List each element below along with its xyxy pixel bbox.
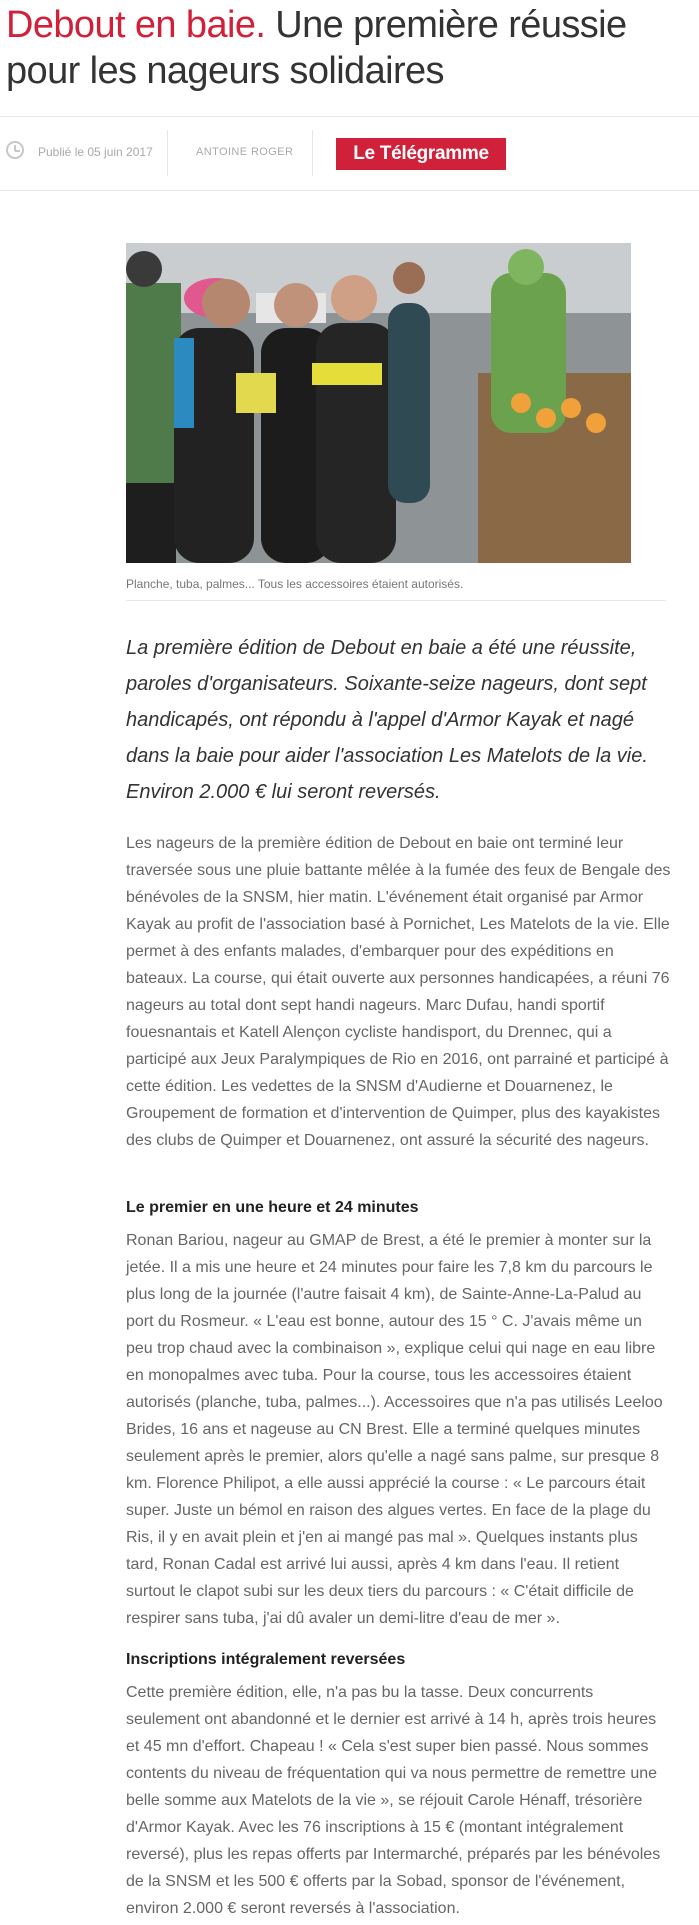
article-title <box>6 2 696 94</box>
paragraph: Ronan Bariou, nageur au GMAP de Brest, a été le premier à monter sur la jetée. Il a mis une heure et 24 minutes pour faire les 7,8 km du parcours le plus long de la journée (l'autre faisait 4 km), de Sainte-Anne-La-Palud au port du Rosmeur. « L'eau est bonne, autour des 15 ° C. J'avais même un peu trop chaud avec la combinaison », explique celui qui nage en eau libre en monopalmes avec tuba. Pour la course, tous les accessoires étaient autorisés (planche, tuba, palmes...). Accessoires que n'a pas utilisés Leeloo Brides, 16 ans et nageuse au CN Brest. Elle a terminé quelques minutes seulement après le premier, alors qu'elle a nagé sans palme, sur presque 8 km. Florence Philipot, a elle aussi apprécié la course : « Le parcours était super. Juste un bémol en raison des algues vertes. En face de la plage du Ris, il y en avait plein et j'en ai mangé pas mal ». Quelques instants plus tard, Ronan Cadal est arrivé lui aussi, après 4 km dans l'eau. Il retient surtout le clapot subi sur les deux tiers du parcours : « C'était difficile de respirer sans tuba, j'ai dû avaler un demi-litre d'eau de mer ». <box>126 1232 663 1627</box>
subheading: Le premier en une heure et 24 minutes <box>126 1199 419 1216</box>
article-photo[interactable] <box>126 243 631 563</box>
title-accent: Debout en baie. <box>6 4 266 46</box>
meta-divider-bottom <box>0 190 699 191</box>
title-rest: Une première réussie pour les nageurs solidaires <box>6 4 627 92</box>
subheading: Inscriptions intégralement reversées <box>126 1651 406 1668</box>
meta-separator <box>167 130 168 176</box>
meta-separator <box>312 130 313 176</box>
article-lead: La première édition de Debout en baie a été une réussite, paroles d'organisateurs. Soixante-seize nageurs, dont sept handicapés, ont répondu à l'appel d'Armor Kayak et nagé dans la baie pour aider l'association Les Matelots de la vie. Environ 2.000 € lui seront reversés. <box>126 637 648 803</box>
author-link[interactable]: ANTOINE ROGER <box>196 146 294 158</box>
paragraph: Cette première édition, elle, n'a pas bu la tasse. Deux concurrents seulement ont abandonné et le dernier est arrivé à 14 h, après trois heures et 45 mn d'effort. Chapeau ! « Cela s'est super bien passé. Nous sommes contents du niveau de fréquentation qui va nous permettre de remettre une belle somme aux Matelots de la vie », se réjouit Carole Hénaff, trésorière d'Armor Kayak. Avec les 76 inscriptions à 15 € (montant intégralement reversé), plus les repas offerts par Intermarché, préparés par les bénévoles de la SNSM et les 500 € offerts par la Sobad, sponsor de l'événement, environ 2.000 € seront reversés à l'association. <box>126 1684 661 1917</box>
caption-divider <box>126 600 666 601</box>
source-logo[interactable]: Le Télégramme <box>336 138 506 170</box>
paragraph: Les nageurs de la première édition de Debout en baie ont terminé leur traversée sous une pluie battante mêlée à la fumée des feux de Bengale des bénévoles de la SNSM, hier matin. L'événement était organisé par Armor Kayak au profit de l'association basé à Pornichet, Les Matelots de la vie. Elle permet à des enfants malades, d'embarquer pour des expéditions en bateaux. La course, qui était ouverte aux personnes handicapées, a réuni 76 nageurs au total dont sept handi nageurs. Marc Dufau, handi sportif fouesnantais et Katell Alençon cycliste handisport, du Drennec, qui a participé aux Jeux Paralympiques de Rio en 2016, ont parrainé et participé à cette édition. Les vedettes de la SNSM d'Audierne et Douarnenez, le Groupement de formation et d'intervention de Quimper, plus des kayakistes des clubs de Quimper et Douarnenez, ont assuré la sécurité des nageurs. <box>126 835 671 1149</box>
meta-divider-top <box>0 116 699 117</box>
photo-caption: Planche, tuba, palmes... Tous les accessoires étaient autorisés. <box>126 577 464 591</box>
clock-icon <box>6 141 24 159</box>
swimmers-photo-illustration <box>126 243 631 563</box>
publish-date: Publié le 05 juin 2017 <box>38 145 153 159</box>
